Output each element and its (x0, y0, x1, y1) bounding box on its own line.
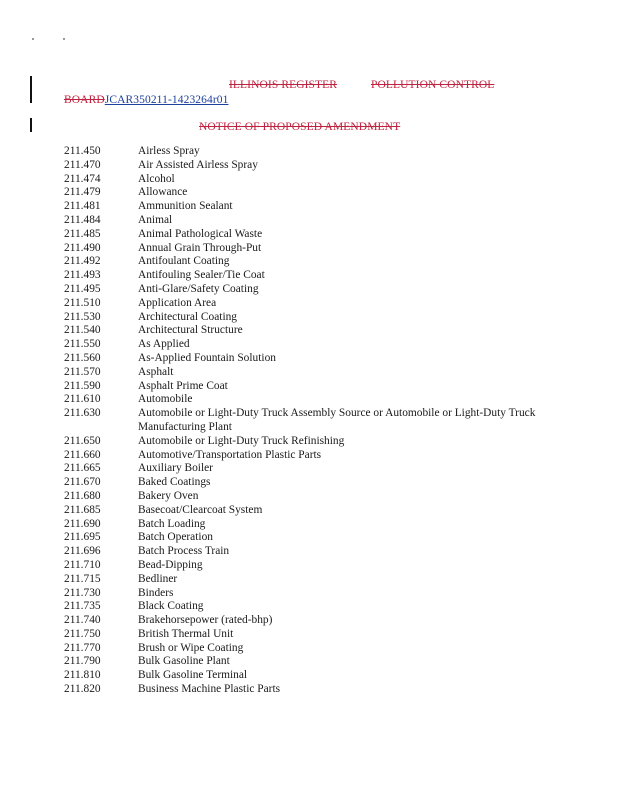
definition-row (64, 255, 584, 269)
register-title: ILLINOIS REGISTER (229, 79, 338, 91)
section-number: 211.474 (64, 172, 101, 185)
definition-term: Automobile (138, 393, 193, 406)
definitions-list (64, 145, 584, 697)
definition-row (64, 214, 584, 228)
definition-term: Architectural Structure (138, 324, 243, 337)
definition-row (64, 628, 584, 642)
definition-row (64, 518, 584, 532)
definition-term: Black Coating (138, 600, 204, 613)
agency-line2 (64, 94, 228, 106)
section-number: 211.540 (64, 324, 101, 337)
section-number: 211.492 (64, 255, 101, 268)
definition-term: Animal (138, 213, 173, 226)
section-number: 211.650 (64, 434, 101, 447)
definition-row (64, 338, 584, 352)
definition-row (64, 269, 584, 283)
section-number: 211.750 (64, 627, 101, 640)
section-number: 211.484 (64, 213, 101, 226)
definition-term: Bead-Dipping (138, 558, 203, 571)
definition-term: Batch Loading (138, 517, 206, 530)
section-number: 211.690 (64, 517, 101, 530)
scan-speck (63, 38, 65, 40)
definition-term: Business Machine Plastic Parts (138, 683, 281, 696)
definition-row (64, 311, 584, 325)
section-number: 211.495 (64, 282, 101, 295)
section-number: 211.740 (64, 614, 101, 627)
definition-row (64, 587, 584, 601)
section-number: 211.665 (64, 462, 101, 475)
definition-term: Automobile or Light-Duty Truck Refinishing (138, 434, 345, 447)
definition-term: Baked Coatings (138, 476, 211, 489)
section-number: 211.479 (64, 186, 101, 199)
jcar-code: JCAR350211-1423264r01 (104, 94, 229, 106)
section-number: 211.570 (64, 365, 101, 378)
definition-row (64, 490, 584, 504)
section-number: 211.660 (64, 448, 101, 461)
definition-term: As Applied (138, 338, 190, 351)
section-number: 211.481 (64, 200, 101, 213)
definition-term: Airless Spray (138, 145, 200, 157)
definition-row (64, 186, 584, 200)
definition-term: Basecoat/Clearcoat System (138, 503, 263, 516)
definition-row (64, 545, 584, 559)
definition-term: Binders (138, 586, 174, 599)
definition-term: Batch Process Train (138, 545, 230, 558)
definition-term: Allowance (138, 186, 188, 199)
definition-row (64, 449, 584, 463)
section-number: 211.490 (64, 241, 101, 254)
section-number: 211.630 (64, 407, 101, 420)
definition-row (64, 145, 584, 159)
notice-title: NOTICE OF PROPOSED AMENDMENT (199, 121, 401, 133)
section-number: 211.790 (64, 655, 101, 668)
definition-term: Bedliner (138, 572, 178, 585)
definition-term: Anti-Glare/Safety Coating (138, 282, 259, 295)
section-number: 211.810 (64, 669, 101, 682)
section-number: 211.770 (64, 641, 101, 654)
definition-term: Ammunition Sealant (138, 200, 233, 213)
section-number: 211.493 (64, 269, 101, 282)
definition-term: Application Area (138, 296, 217, 309)
definition-term: Antifouling Sealer/Tie Coat (138, 269, 265, 282)
definition-row (64, 462, 584, 476)
section-number: 211.470 (64, 158, 101, 171)
section-number: 211.485 (64, 227, 101, 240)
definition-term: Annual Grain Through-Put (138, 241, 262, 254)
section-number: 211.820 (64, 683, 101, 696)
definition-row (64, 283, 584, 297)
definition-row (64, 655, 584, 669)
definition-row (64, 614, 584, 628)
section-number: 211.680 (64, 489, 101, 502)
definition-term: As-Applied Fountain Solution (138, 351, 276, 364)
revision-bar (30, 76, 32, 103)
section-number: 211.590 (64, 379, 101, 392)
scan-speck (32, 38, 34, 40)
section-number: 211.670 (64, 476, 101, 489)
definition-row (64, 380, 584, 394)
definition-term: British Thermal Unit (138, 627, 234, 640)
definition-term: Brakehorsepower (rated-bhp) (138, 614, 273, 627)
definition-term: Batch Operation (138, 531, 213, 544)
definition-term: Bulk Gasoline Plant (138, 655, 230, 668)
definition-row (64, 573, 584, 587)
definition-term: Alcohol (138, 172, 175, 185)
definition-row (64, 393, 584, 407)
definition-row (64, 476, 584, 490)
section-number: 211.610 (64, 393, 101, 406)
definition-term: Automobile or Light-Duty Truck Assembly Source or Automobile or Light-Duty Truck Manufacturing Plant (138, 407, 536, 433)
section-number: 211.550 (64, 338, 101, 351)
section-number: 211.715 (64, 572, 101, 585)
revision-bar (30, 118, 32, 132)
section-number: 211.696 (64, 545, 101, 558)
definition-row (64, 435, 584, 449)
section-number: 211.730 (64, 586, 101, 599)
definition-term: Architectural Coating (138, 310, 238, 323)
definition-term: Brush or Wipe Coating (138, 641, 244, 654)
definition-term: Asphalt (138, 365, 174, 378)
definition-row (64, 642, 584, 656)
agency-name-line1: POLLUTION CONTROL (371, 79, 495, 91)
section-number: 211.560 (64, 351, 101, 364)
definition-term: Asphalt Prime Coat (138, 379, 228, 392)
definition-row (64, 200, 584, 214)
definition-term: Bakery Oven (138, 489, 199, 502)
definition-row (64, 352, 584, 366)
section-number: 211.450 (64, 145, 101, 157)
definition-row (64, 407, 584, 435)
section-number: 211.695 (64, 531, 101, 544)
definition-row (64, 228, 584, 242)
definition-row (64, 559, 584, 573)
definition-term: Animal Pathological Waste (138, 227, 263, 240)
section-number: 211.710 (64, 558, 101, 571)
definition-row (64, 669, 584, 683)
definition-row (64, 366, 584, 380)
definition-row (64, 683, 584, 697)
section-number: 211.510 (64, 296, 101, 309)
definition-term: Air Assisted Airless Spray (138, 158, 258, 171)
definition-term: Automotive/Transportation Plastic Parts (138, 448, 322, 461)
definition-row (64, 531, 584, 545)
definition-term: Bulk Gasoline Terminal (138, 669, 248, 682)
definition-row (64, 504, 584, 518)
agency-name-line2: BOARD (64, 94, 105, 106)
definition-term: Antifoulant Coating (138, 255, 230, 268)
section-number: 211.530 (64, 310, 101, 323)
definition-row (64, 159, 584, 173)
section-number: 211.735 (64, 600, 101, 613)
definition-row (64, 297, 584, 311)
definition-term: Auxiliary Boiler (138, 462, 213, 475)
definition-row (64, 600, 584, 614)
definition-row (64, 242, 584, 256)
definition-row (64, 324, 584, 338)
definition-row (64, 173, 584, 187)
section-number: 211.685 (64, 503, 101, 516)
